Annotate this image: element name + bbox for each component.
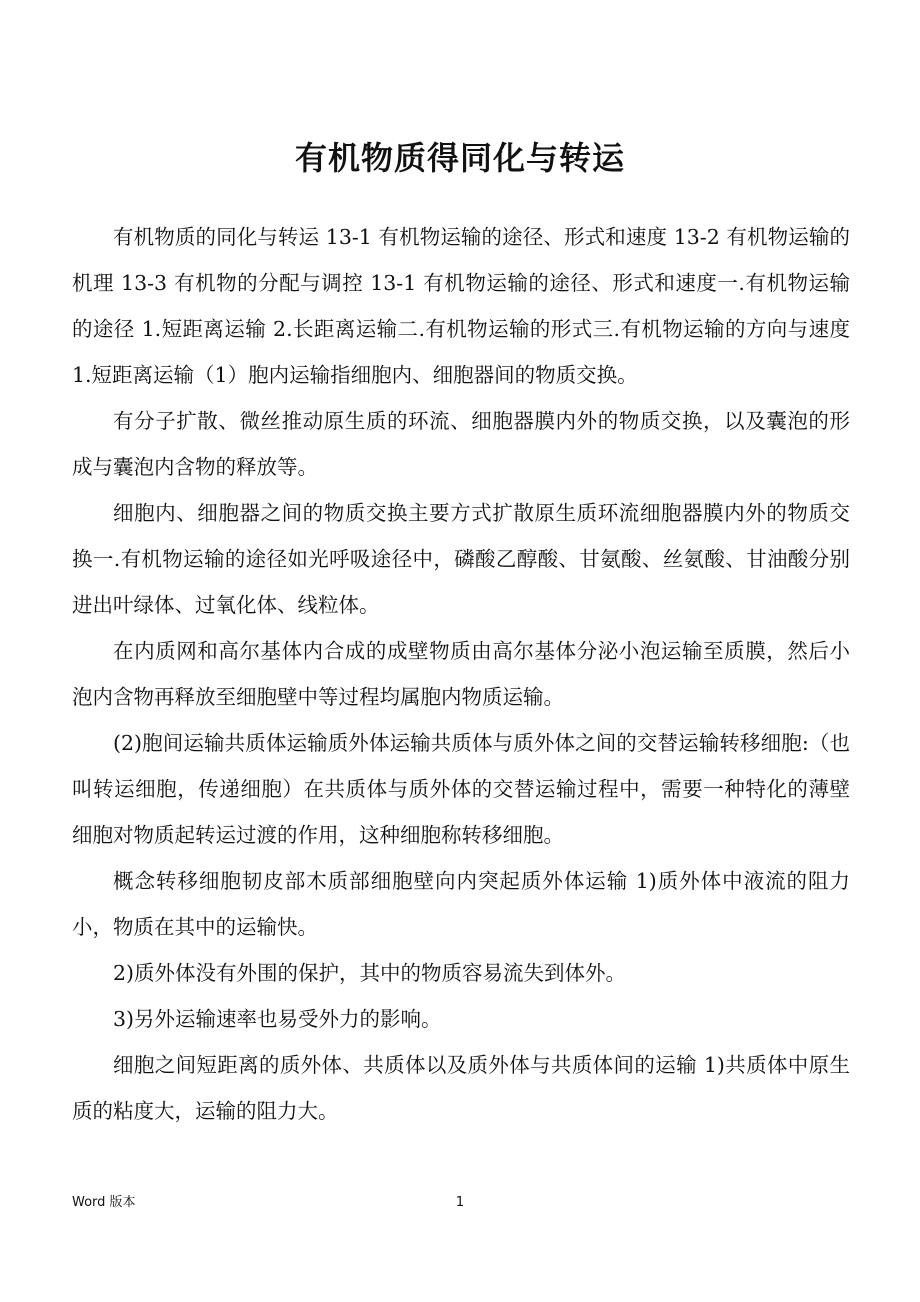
paragraph-7: 2)质外体没有外围的保护，其中的物质容易流失到体外。	[113, 961, 627, 985]
paragraph-9: 细胞之间短距离的质外体、共质体以及质外体与共质体间的运输 1)共质体中原生质的粘度大，运输的阻力大。	[72, 1053, 850, 1123]
page-number: 1	[455, 1195, 465, 1210]
paragraph-5: (2)胞间运输共质体运输质外体运输共质体与质外体之间的交替运输转移细胞:（也叫转运细胞，传递细胞）在共质体与质外体的交替运输过程中，需要一种特化的薄壁细胞对物质起转运过渡的作用，这种细胞称转移细胞。	[72, 731, 850, 847]
document-body	[72, 214, 850, 1134]
page-title: 有机物质得同化与转运	[294, 139, 625, 177]
paragraph-1: 有机物质的同化与转运 13-1 有机物运输的途径、形式和速度 13-2 有机物运输的机理 13-3 有机物的分配与调控 13-1 有机物运输的途径、形式和速度一.有机物运输的途径 1.短距离运输 2.长距离运输二.有机物运输的形式三.有机物运输的方向与速度 1.短距离运输（1）胞内运输指细胞内、细胞器间的物质交换。	[72, 225, 850, 387]
paragraph-8: 3)另外运输速率也易受外力的影响。	[113, 1007, 442, 1031]
paragraph-6: 概念转移细胞韧皮部木质部细胞壁向内突起质外体运输 1)质外体中液流的阻力小，物质在其中的运输快。	[72, 869, 850, 939]
paragraph-4: 在内质网和高尔基体内合成的成壁物质由高尔基体分泌小泡运输至质膜，然后小泡内含物再释放至细胞壁中等过程均属胞内物质运输。	[72, 639, 850, 709]
paragraph-2: 有分子扩散、微丝推动原生质的环流、细胞器膜内外的物质交换，以及囊泡的形成与囊泡内含物的释放等。	[72, 409, 850, 479]
paragraph-3: 细胞内、细胞器之间的物质交换主要方式扩散原生质环流细胞器膜内外的物质交换一.有机物运输的途径如光呼吸途径中，磷酸乙醇酸、甘氨酸、丝氨酸、甘油酸分别进出叶绿体、过氧化体、线粒体。	[72, 501, 850, 617]
footer-label: Word 版本	[72, 1195, 136, 1210]
